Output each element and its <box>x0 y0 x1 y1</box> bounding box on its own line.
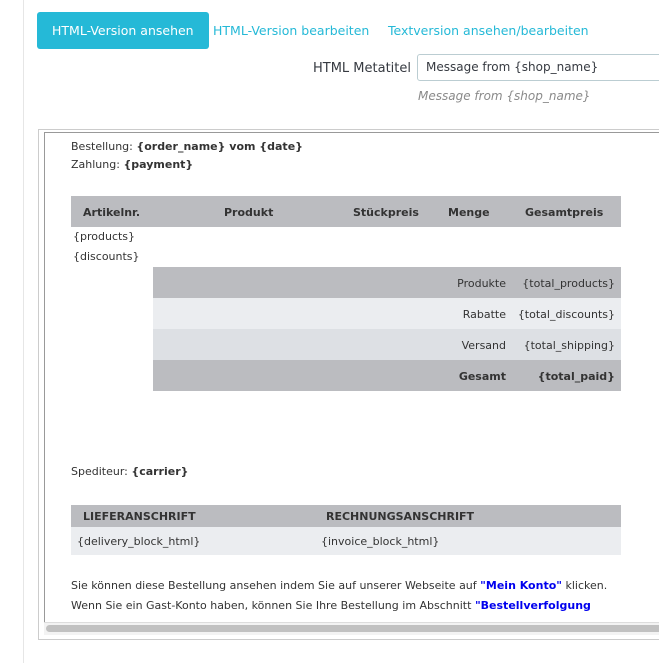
payment-line <box>71 158 193 171</box>
address-table-row <box>71 527 621 555</box>
left-divider <box>23 0 24 663</box>
order-value: {order_name} vom {date} <box>136 140 303 153</box>
carrier-value: {carrier} <box>131 465 189 478</box>
delivery-address: {delivery_block_html} <box>77 535 201 548</box>
col-delivery-address: LIEFERANSCHRIFT <box>83 510 196 523</box>
totals-label: Gesamt <box>458 370 506 383</box>
tab-text-edit[interactable]: Textversion ansehen/bearbeiten <box>388 23 589 38</box>
totals-row-discounts <box>153 298 621 329</box>
payment-label: Zahlung: <box>71 158 120 171</box>
col-quantity: Menge <box>448 206 490 219</box>
meta-title-help: Message from {shop_name} <box>418 89 591 103</box>
invoice-address: {invoice_block_html} <box>321 535 440 548</box>
tab-html-view[interactable]: HTML-Version ansehen <box>37 12 209 49</box>
meta-title-input[interactable]: Message from {shop_name} <box>417 54 659 81</box>
tab-html-edit[interactable]: HTML-Version bearbeiten <box>213 23 370 38</box>
totals-value: {total_products} <box>522 277 615 290</box>
guest-info-text: Wenn Sie ein Gast-Konto haben, können Sie Ihre Bestellung im Abschnitt <box>71 599 475 612</box>
carrier-line <box>71 465 188 478</box>
totals-value: {total_shipping} <box>523 339 615 352</box>
address-table-header <box>71 505 621 527</box>
col-sku: Artikelnr. <box>83 206 141 219</box>
col-unit-price: Stückpreis <box>353 206 419 219</box>
account-info-suffix: klicken. <box>562 579 608 592</box>
email-preview-content[interactable] <box>44 132 659 623</box>
email-preview-frame <box>38 129 659 640</box>
carrier-label: Spediteur: <box>71 465 128 478</box>
totals-value: {total_paid} <box>537 370 615 383</box>
scrollbar-thumb[interactable] <box>46 625 659 632</box>
totals-row-grand-total <box>153 360 621 391</box>
totals-label: Rabatte <box>462 308 506 321</box>
meta-title-label: HTML Metatitel <box>313 61 412 76</box>
totals-label: Versand <box>461 339 506 352</box>
order-line <box>71 140 303 153</box>
account-info-text: Sie können diese Bestellung ansehen indem Sie auf unserer Webseite auf <box>71 579 481 592</box>
payment-value: {payment} <box>123 158 194 171</box>
horizontal-scrollbar[interactable] <box>44 622 659 635</box>
totals-row-shipping <box>153 329 621 360</box>
product-table-header <box>71 196 621 227</box>
discounts-placeholder: {discounts} <box>73 250 140 263</box>
col-invoice-address: RECHNUNGSANSCHRIFT <box>326 510 475 523</box>
order-label: Bestellung: <box>71 140 133 153</box>
order-tracking-link[interactable]: "Bestellverfolgung <box>474 599 591 612</box>
guest-info-line <box>71 599 591 612</box>
col-total-price: Gesamtpreis <box>525 206 604 219</box>
totals-label: Produkte <box>457 277 506 290</box>
products-placeholder: {products} <box>73 230 136 243</box>
account-info-line <box>71 579 607 592</box>
totals-row-products <box>153 267 621 298</box>
my-account-link[interactable]: "Mein Konto" <box>480 579 562 592</box>
totals-value: {total_discounts} <box>517 308 615 321</box>
col-product: Produkt <box>224 206 274 219</box>
